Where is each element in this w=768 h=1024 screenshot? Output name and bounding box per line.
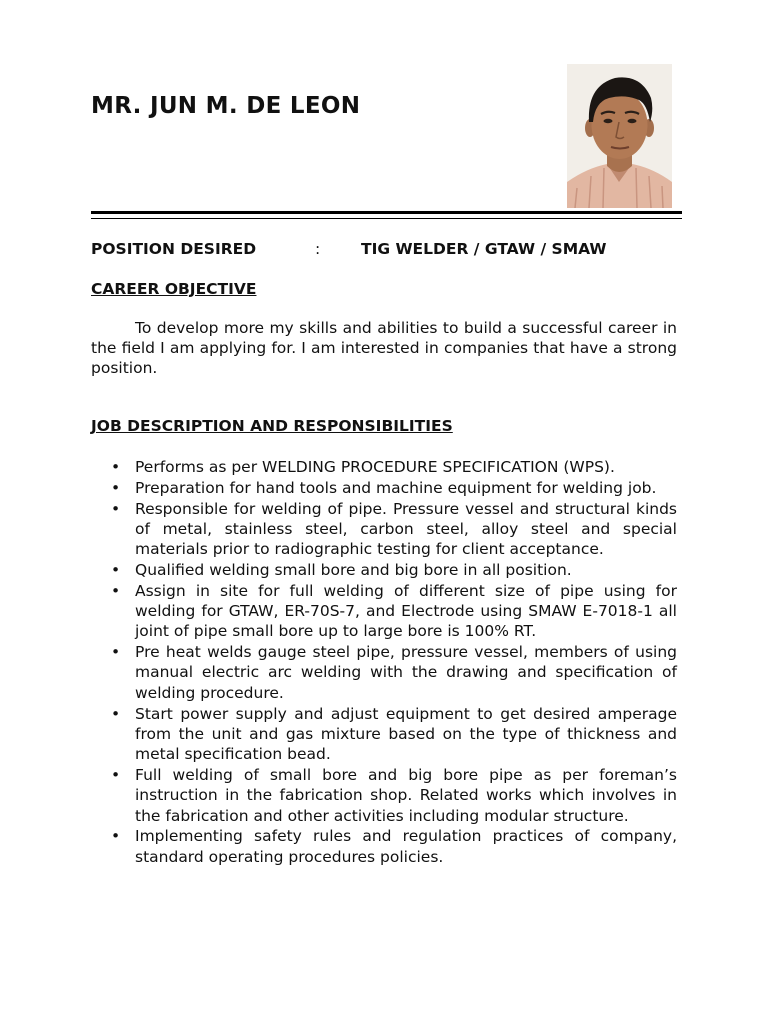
responsibility-item xyxy=(91,704,677,765)
portrait-image xyxy=(567,64,672,208)
position-separator: : xyxy=(315,240,321,258)
responsibility-text: Qualified welding small bore and big bore in all position. xyxy=(135,560,572,579)
responsibility-text: Performs as per WELDING PROCEDURE SPECIFICATION (WPS). xyxy=(135,458,615,476)
responsibility-text: Preparation for hand tools and machine equipment for welding job. xyxy=(135,478,657,497)
responsibility-item xyxy=(91,499,677,560)
career-objective-heading: CAREER OBJECTIVE xyxy=(91,280,257,298)
responsibility-text: Assign in site for full welding of different size of pipe using for welding for GTAW, ER-70S-7, and Electrode using SMAW E-7018-1 all joint of pipe small bore up to large bore is 100% RT. xyxy=(135,581,677,641)
responsibility-text: Responsible for welding of pipe. Pressure vessel and structural kinds of metal, stainless steel, carbon steel, alloy steel and special materials prior to radiographic testing for client acceptance. xyxy=(135,499,677,559)
header-divider-thick xyxy=(91,211,682,214)
career-objective-text: To develop more my skills and abilities to build a successful career in the field I am applying for. I am interested in companies that have a strong position. xyxy=(91,319,677,377)
bullet-icon: • xyxy=(111,581,121,600)
header-divider-thin xyxy=(91,218,682,219)
responsibility-item xyxy=(91,457,677,477)
position-value: TIG WELDER / GTAW / SMAW xyxy=(361,240,607,258)
responsibility-item xyxy=(91,765,677,826)
bullet-icon: • xyxy=(111,458,121,476)
bullet-icon: • xyxy=(111,827,121,846)
responsibility-text: Implementing safety rules and regulation practices of company, standard operating procedures policies. xyxy=(135,827,677,866)
bullet-icon: • xyxy=(111,499,121,518)
responsibility-text: Pre heat welds gauge steel pipe, pressure vessel, members of using manual electric arc welding with the drawing and specification of welding procedure. xyxy=(135,643,677,702)
applicant-photo xyxy=(567,64,672,208)
bullet-icon: • xyxy=(111,765,121,784)
position-label: POSITION DESIRED xyxy=(91,240,257,258)
bullet-icon: • xyxy=(111,643,121,662)
position-desired-row xyxy=(91,240,682,260)
responsibility-text: Start power supply and adjust equipment to get desired amperage from the unit and gas mixture based on the type of thickness and metal specification bead. xyxy=(135,704,677,764)
responsibility-item xyxy=(91,560,677,580)
applicant-name: MR. JUN M. DE LEON xyxy=(91,93,361,119)
bullet-icon: • xyxy=(111,560,121,579)
responsibility-item xyxy=(91,581,677,642)
bullet-icon: • xyxy=(111,704,121,723)
responsibilities-list xyxy=(91,457,677,867)
job-description-heading: JOB DESCRIPTION AND RESPONSIBILITIES xyxy=(91,417,453,435)
responsibility-text: Full welding of small bore and big bore pipe as per foreman’s instruction in the fabrication shop. Related works which involves in the fabrication and other activities including modular structure. xyxy=(135,765,677,825)
responsibility-item xyxy=(91,826,677,867)
bullet-icon: • xyxy=(111,478,121,497)
responsibility-item xyxy=(91,478,677,498)
responsibility-item xyxy=(91,642,677,703)
